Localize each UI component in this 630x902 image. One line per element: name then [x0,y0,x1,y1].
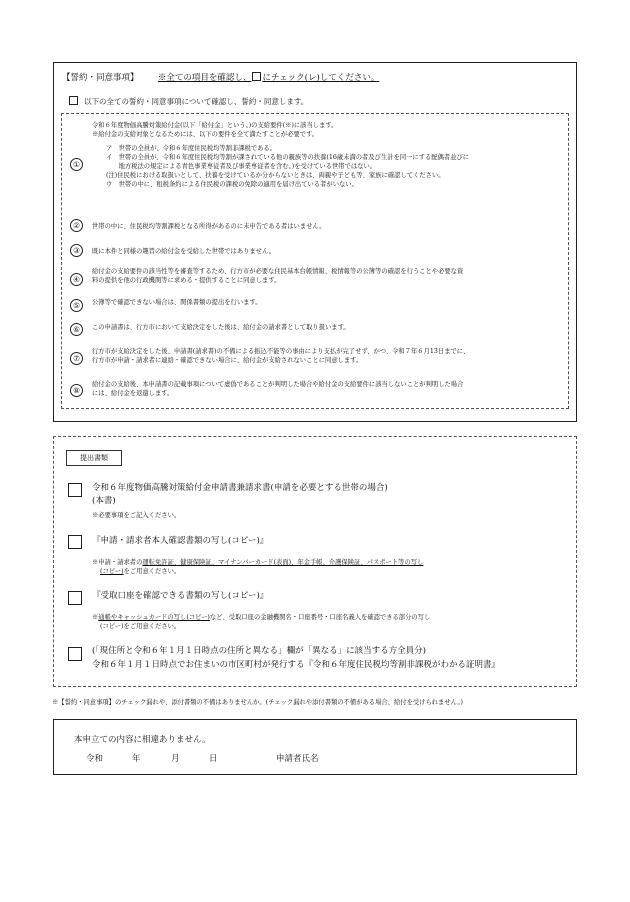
oath-item-number: ⑤ [70,299,83,312]
agree-all-checkbox[interactable] [69,96,78,105]
oath-item-number: ⑥ [70,323,83,336]
oath-item-line: 地方税法の規定による青色事業専従者及び事業専従者を含む。)を受けている世帯ではない。 [106,163,377,170]
agree-all-label: 以下の全ての誓約・同意事項について確認し、誓約・同意します。 [84,97,309,106]
date-day[interactable]: 日 [209,754,218,764]
agree-all-row [68,96,308,107]
oath-item-number: ① [70,158,83,171]
oath-item-text [92,222,562,231]
oath-item-line: 給付金の支給後、本申請書の記載事項について虚偽であることが判明した場合や給付金の支給要件に該当しないことが判明した場合 [92,381,464,388]
doc2-title: 『申請・請求者本人確認書類の写し(コピー)』 [92,536,269,546]
applicant-name-label: 申請者氏名 [276,754,319,764]
oath-item-line: 行方市が支給決定をした後、申請書(請求書)の不備による振込不能等の事由により支払が完了せず、かつ、令和７年６月13日までに、 [92,348,470,355]
oath-item-number: ⑦ [70,352,83,365]
oath-item-text [92,121,562,189]
doc2-checkbox[interactable] [68,535,82,549]
date-era: 令和 [86,754,104,764]
declaration-statement: 本申立ての内容に相違ありません。 [74,735,211,745]
doc3-note: ※通帳やキャッシュカードの写し(コピー)など、受取口座の金融機関名・口座番号・口座名義人を確認できる部分の写し (コピー)をご用意ください。 [92,614,431,630]
oath-item-line: (注)住民税における取扱いとして、扶養を受けているか分からないときは、両親や子ども等、家族に確認してください。 [106,172,445,179]
oath-item-line: 給付金の支給要件の該当性等を審査等するため、行方市が必要な住民基本台帳情報、税情報等の公簿等の確認を行うことや必要な資 [92,268,464,275]
oath-item-line: ウ 世帯の中に、租税条約による住民税の課税の免除の適用を届け出ている者がいない。 [106,181,358,188]
oath-header [62,71,379,83]
doc2-note: ※申請・請求者の運転免許証、健康保険証、マイナンバーカード(表面)、年金手帳、介護保険証、パスポート等の写し (コピー)をご用意ください。 [92,559,424,575]
oath-item-number: ③ [70,244,83,257]
checkbox-sample-icon [252,72,261,81]
oath-item-number: ⑧ [70,384,83,397]
documents-section [53,436,577,687]
oath-item-line: イ 世帯の全員が、令和６年度住民税均等割が課されている他の親族等の扶養(16歳未満の者及び生計を同一にする配偶者並びに [106,154,470,161]
oath-instruction: ※全ての項目を確認し、 にチェック(レ)してください。 [157,73,380,83]
oath-item-line: 令和６年度物価高騰対策給付金(以下「給付金」という。)の支給要件(※)に該当します。 [92,122,338,129]
oath-item-line: 世帯の中に、住民税均等割課税となる所得があるのに未申告である者はいません。 [92,223,326,230]
documents-label: 提出書類 [66,450,122,466]
doc3-checkbox[interactable] [68,591,82,605]
oath-item-text [92,298,562,307]
doc3-title: 『受取口座を確認できる書類の写し(コピー)』 [92,591,269,601]
oath-item-text [92,323,562,332]
oath-item-line: 既に本件と同様の趣旨の給付金を受給した世帯ではありません。 [92,248,275,255]
doc1-note: ※必要事項をご記入ください。 [92,512,181,519]
footnote: ※【誓約・同意事項】のチェック漏れや、添付書類の不備はありませんか。(チェック漏れや添付書類の不備がある場合、給付を受けられません。) [52,699,463,706]
date-month[interactable]: 月 [171,754,180,764]
oath-title: 【誓約・同意事項】 [62,73,139,83]
doc1-title: 令和６年度物価高騰対策給付金申請書兼請求書(申請を必要とする世帯の場合) [92,483,388,493]
oath-item-line: ※給付金の支給対象となるためには、以下の要件を全て満たすことが必要です。 [92,131,319,138]
oath-item-line: ア 世帯の全員が、令和６年度住民税均等割非課税である。 [106,145,277,152]
oath-section [53,62,577,422]
oath-item-line: 公簿等で確認できない場合は、関係書類の提出を行います。 [92,299,262,306]
oath-item-number: ② [70,219,83,232]
doc4-checkbox[interactable] [68,647,82,661]
doc1-subtitle: (本書) [92,496,116,506]
doc1-checkbox[interactable] [68,483,82,497]
declaration-section [53,719,577,775]
oath-item-line: には、給付金を返還します。 [92,390,174,397]
oath-item-text [92,247,562,256]
date-year[interactable]: 年 [132,754,141,764]
oath-item-text [92,347,562,365]
oath-item-text [92,380,562,398]
oath-item-number: ④ [70,273,83,286]
doc4-line2: 令和６年１月１日時点でお住まいの市区町村が発行する『令和６年度住民税均等割非課税がわかる証明書』 [92,660,501,670]
doc4-line1: (「現住所と令和６年１月１日時点の住所と異なる」欄が「異なる」に該当する方全員分) [92,646,426,656]
oath-item-text [92,267,562,285]
oath-item-line: 料の提供を他の行政機関等に求める・提供することに同意します。 [92,277,281,284]
oath-item-line: この申請書は、行方市において支給決定をした後は、給付金の請求書として取り扱います。 [92,324,350,331]
oath-items-box [61,113,569,409]
oath-item-line: 行方市が申請・請求者に連絡・確認できない場合に、給付金が支給されないことに同意します。 [92,357,363,364]
